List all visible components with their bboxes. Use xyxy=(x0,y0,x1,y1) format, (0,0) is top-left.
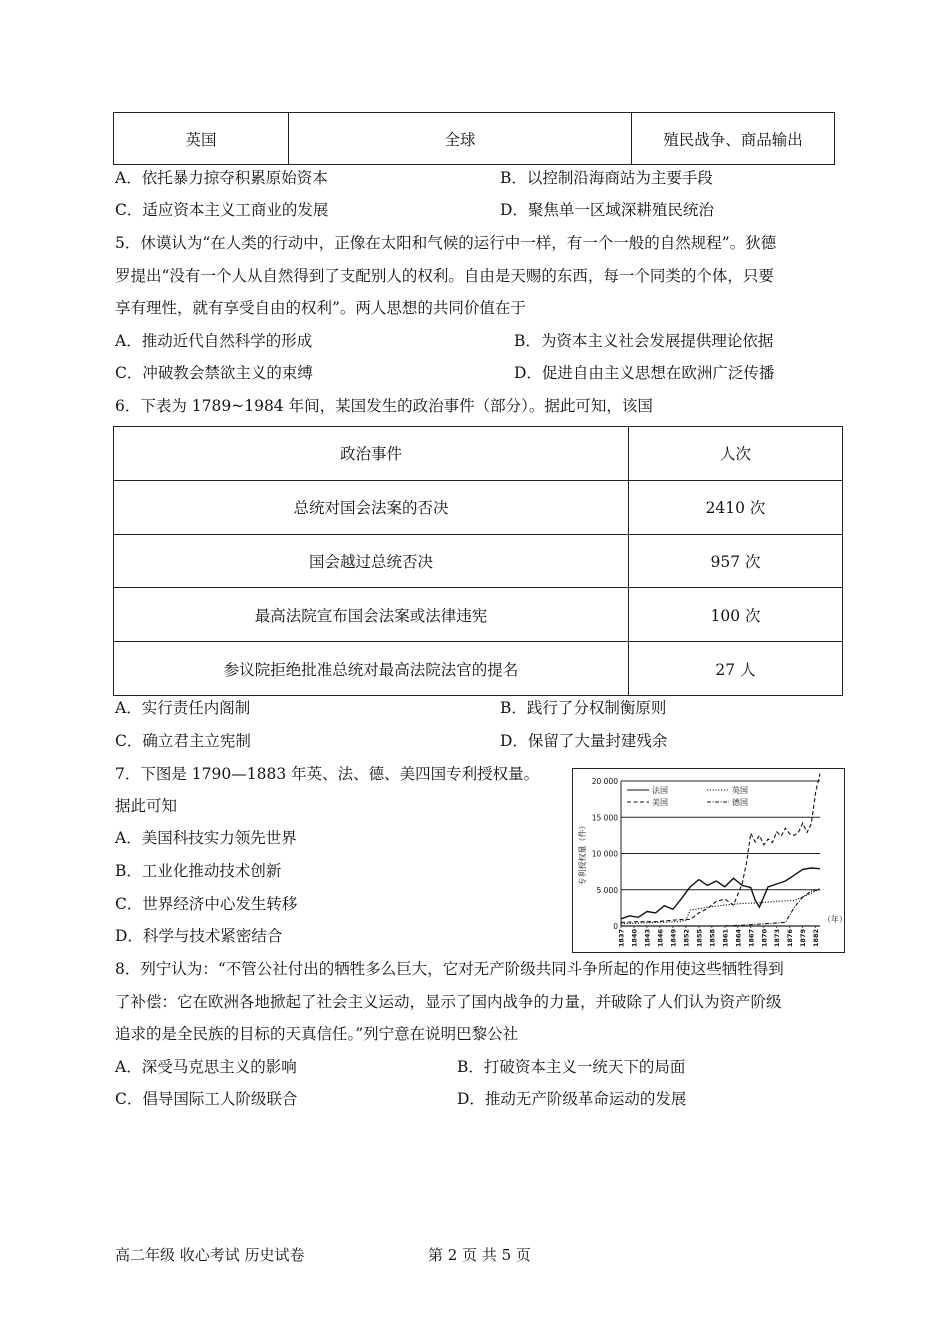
footer-exam-title: 高二年级 收心考试 历史试卷 xyxy=(115,1246,305,1264)
table-row xyxy=(114,642,843,696)
x-tick-label: 1861 xyxy=(721,929,730,948)
q8-option-a: A．深受马克思主义的影响 xyxy=(115,1058,297,1076)
political-events-table xyxy=(113,426,843,696)
q7-option-d: D．科学与技术紧密结合 xyxy=(115,927,283,945)
table-row xyxy=(114,480,843,534)
table-cell: 957 次 xyxy=(629,534,843,588)
x-tick-label: 1855 xyxy=(695,929,704,948)
x-tick-label: 1843 xyxy=(643,929,652,948)
q5-option-b: B．为资本主义社会发展提供理论依据 xyxy=(514,332,774,350)
x-tick-label: 1852 xyxy=(682,929,691,948)
q7-option-a: A．美国科技实力领先世界 xyxy=(115,829,297,847)
x-tick-label: 1840 xyxy=(630,929,639,948)
table-row xyxy=(114,113,835,165)
y-tick-label: 20 000 xyxy=(591,777,618,786)
patent-chart xyxy=(573,769,847,951)
table-header-row xyxy=(114,427,843,481)
column-header: 人次 xyxy=(629,427,843,481)
patent-chart-frame xyxy=(572,768,845,953)
x-tick-label: 1858 xyxy=(708,929,717,948)
series-line-法国 xyxy=(621,868,820,919)
colonial-table xyxy=(113,112,835,165)
q4-option-d: D．聚焦单一区域深耕殖民统治 xyxy=(500,201,714,219)
y-tick-label: 5 000 xyxy=(596,885,618,895)
x-tick-label: 1873 xyxy=(773,929,782,948)
page-number: 第 2 页 共 5 页 xyxy=(428,1246,531,1264)
q4-option-c: C．适应资本主义工商业的发展 xyxy=(115,201,329,219)
q6-option-c: C．确立君主立宪制 xyxy=(115,732,251,750)
x-tick-label: 1867 xyxy=(747,929,756,948)
q5-option-a: A．推动近代自然科学的形成 xyxy=(115,332,313,350)
series-line-德国 xyxy=(621,890,820,926)
table-cell: 参议院拒绝批准总统对最高法院法官的提名 xyxy=(114,642,629,696)
q8-stem-line-1: 8．列宁认为：“不管公社付出的牺牲多么巨大，它对无产阶级共同斗争所起的作用使这些牺牲得到 xyxy=(115,960,784,978)
x-tick-label: 1846 xyxy=(656,929,665,948)
series-line-英国 xyxy=(621,888,820,924)
q8-option-d: D．推动无产阶级革命运动的发展 xyxy=(457,1090,687,1108)
table-cell: 100 次 xyxy=(629,588,843,642)
q7-option-b: B．工业化推动技术创新 xyxy=(115,862,282,880)
q7-option-c: C．世界经济中心发生转移 xyxy=(115,895,298,913)
legend-label: 美国 xyxy=(652,798,668,807)
table-cell: 27 人 xyxy=(629,642,843,696)
table-cell: 国会越过总统否决 xyxy=(114,534,629,588)
column-header: 政治事件 xyxy=(114,427,629,481)
table-cell: 殖民战争、商品输出 xyxy=(632,113,835,165)
legend-label: 德国 xyxy=(732,798,748,807)
q6-option-a: A．实行责任内阁制 xyxy=(115,699,251,717)
x-tick-label: 1879 xyxy=(799,929,808,948)
x-tick-label: 1870 xyxy=(760,929,769,948)
q8-option-b: B．打破资本主义一统天下的局面 xyxy=(457,1058,686,1076)
table-cell: 总统对国会法案的否决 xyxy=(114,480,629,534)
series-line-美国 xyxy=(621,774,820,923)
x-tick-label: 1882 xyxy=(812,929,821,948)
q5-option-c: C．冲破教会禁欲主义的束缚 xyxy=(115,364,313,382)
x-tick-label: 1849 xyxy=(669,929,678,948)
q4-option-a: A．依托暴力掠夺积累原始资本 xyxy=(115,169,328,187)
q7-stem-line-1: 7．下图是 1790—1883 年英、法、德、美四国专利授权量。 xyxy=(115,765,540,783)
y-axis-label: 专利授权量（件） xyxy=(578,821,587,886)
table-row xyxy=(114,588,843,642)
y-tick-label: 0 xyxy=(613,922,618,931)
q6-option-b: B．践行了分权制衡原则 xyxy=(500,699,667,717)
q5-stem-line-2: 罗提出“没有一个人从自然得到了支配别人的权利。自由是天赐的东西，每一个同类的个体，只要 xyxy=(115,267,774,285)
table-cell: 全球 xyxy=(289,113,632,165)
table-row xyxy=(114,534,843,588)
q8-option-c: C．倡导国际工人阶级联合 xyxy=(115,1090,298,1108)
q4-option-b: B．以控制沿海商站为主要手段 xyxy=(500,169,713,187)
q5-stem-line-1: 5．休谟认为“在人类的行动中，正像在太阳和气候的运行中一样，有一个一般的自然规程”。狄德 xyxy=(115,234,777,252)
table-cell: 英国 xyxy=(114,113,289,165)
x-tick-label: 1876 xyxy=(786,929,795,948)
legend-label: 英国 xyxy=(732,786,748,795)
table-cell: 2410 次 xyxy=(629,480,843,534)
q5-option-d: D．促进自由主义思想在欧洲广泛传播 xyxy=(514,364,775,382)
q7-stem-line-2: 据此可知 xyxy=(115,797,178,815)
y-tick-label: 10 000 xyxy=(591,849,618,859)
x-tick-label: 1837 xyxy=(617,929,626,948)
q6-stem: 6．下表为 1789~1984 年间，某国发生的政治事件（部分）。据此可知，该国 xyxy=(115,397,653,415)
x-axis-label: （年） xyxy=(823,915,847,924)
y-tick-label: 15 000 xyxy=(591,813,618,823)
q8-stem-line-2: 了补偿：它在欧洲各地掀起了社会主义运动，显示了国内战争的力量，并破除了人们认为资产阶级 xyxy=(115,993,782,1011)
q8-stem-line-3: 追求的是全民族的目标的天真信任。”列宁意在说明巴黎公社 xyxy=(115,1025,519,1043)
legend-label: 法国 xyxy=(652,786,668,795)
q6-option-d: D．保留了大量封建残余 xyxy=(500,732,668,750)
q5-stem-line-3: 享有理性，就有享受自由的权利”。两人思想的共同价值在于 xyxy=(115,299,526,317)
table-cell: 最高法院宣布国会法案或法律违宪 xyxy=(114,588,629,642)
x-tick-label: 1864 xyxy=(734,929,743,948)
